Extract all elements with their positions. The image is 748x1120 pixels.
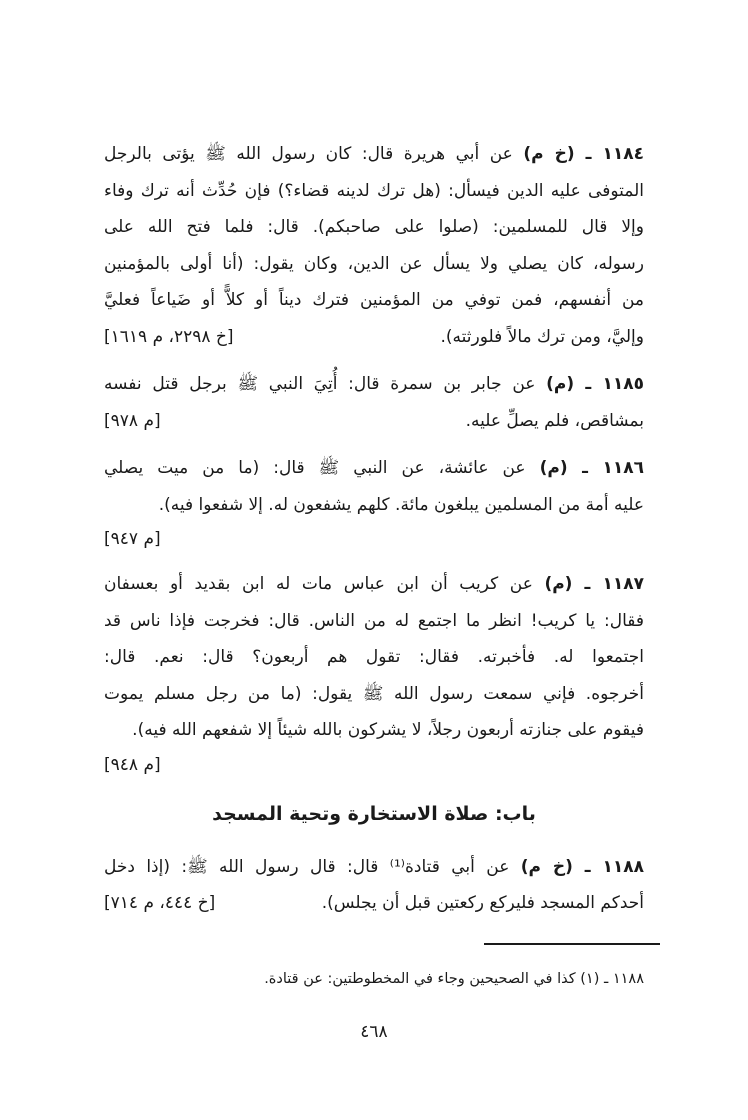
hadith-1185 — [104, 366, 644, 439]
hadith-line: عليه أمة من المسلمين يبلغون مائة. كلهم يشفعون له. إلا شفعوا فيه). — [158, 494, 644, 515]
hadith-line: أخرجوه. فإني سمعت رسول الله ﷺ يقول: (ما من رجل مسلم يموت — [104, 683, 644, 704]
hadith-line: اجتمعوا له. فأخبرته. فقال: تقول هم أربعون؟ قال: نعم. قال: — [104, 647, 644, 667]
hadith-number: ١١٨٨ ـ (خ م) — [520, 856, 644, 877]
hadith-line: المتوفى عليه الدين فيسأل: (هل ترك لدينه قضاء؟) فإن حُدِّث أنه ترك وفاء — [104, 180, 644, 201]
hadith-1186 — [104, 450, 644, 555]
hadith-number: ١١٨٤ ـ (خ م) — [523, 144, 644, 164]
source-reference: [خ ٢٢٩٨، م ١٦١٩] — [104, 326, 234, 347]
hadith-number: ١١٨٦ ـ (م) — [539, 458, 644, 478]
page-body — [104, 136, 644, 933]
hadith-line: ١١٨٦ ـ (م) عن عائشة، عن النبي ﷺ قال: (ما من ميت يصلي — [104, 458, 644, 478]
chapter-title: باب: صلاة الاستخارة وتحية المسجد — [212, 802, 536, 825]
footnote-divider — [484, 943, 660, 945]
hadith-1184 — [104, 136, 644, 355]
hadith-line: فيقوم على جنازته أربعون رجلاً، لا يشركون بالله شيئاً إلا شفعهم الله فيه). — [132, 720, 644, 740]
hadith-1188 — [104, 849, 644, 922]
hadith-line: وإليَّ، ومن ترك مالاً فلورثته). [خ ٢٢٩٨، م ١٦١٩] — [104, 319, 644, 356]
source-reference: [م ٩٤٨] — [104, 754, 161, 775]
hadith-line: وإلا قال للمسلمين: (صلوا على صاحبكم). قال: فلما فتح الله على — [104, 217, 644, 237]
hadith-number: ١١٨٥ ـ (م) — [546, 374, 644, 394]
hadith-line: ١١٨٧ ـ (م) عن كريب أن ابن عباس مات له ابن بقديد أو بعسفان — [104, 574, 644, 594]
hadith-line: من أنفسهم، فمن توفي من المؤمنين فترك ديناً أو كلاًّ أو ضَياعاً فعليَّ — [104, 290, 644, 310]
source-reference: [خ ٤٤٤، م ٧١٤] — [104, 893, 216, 913]
hadith-line: ١١٨٨ ـ (خ م) عن أبي قتادة⁽¹⁾ قال: قال رسول الله ﷺ: (إذا دخل — [104, 856, 644, 877]
hadith-line: ١١٨٤ ـ (خ م) عن أبي هريرة قال: كان رسول الله ﷺ يؤتى بالرجل — [104, 144, 644, 164]
hadith-line: بمشاقص، فلم يصلِّ عليه. [م ٩٧٨] — [104, 403, 644, 440]
hadith-line: رسوله، كان يصلي ولا يسأل عن الدين، وكان يقول: (أنا أولى بالمؤمنين — [104, 253, 644, 274]
page-number: ٤٦٨ — [360, 1022, 388, 1042]
hadith-line: فقال: يا كريب! انظر ما اجتمع له من الناس. قال: فخرجت فإذا ناس قد — [104, 610, 644, 631]
hadith-line: ١١٨٥ ـ (م) عن جابر بن سمرة قال: أُتِيَ النبي ﷺ برجل قتل نفسه — [104, 374, 644, 394]
footnote: ١١٨٨ ـ (١) كذا في الصحيحين وجاء في المخطوطتين: عن قتادة. — [264, 971, 644, 987]
source-reference: [م ٩٧٨] — [104, 410, 161, 431]
source-reference: [م ٩٤٧] — [104, 529, 161, 549]
hadith-number: ١١٨٧ ـ (م) — [544, 574, 644, 594]
hadith-1187 — [104, 566, 644, 781]
hadith-line: أحدكم المسجد فليركع ركعتين قبل أن يجلس). [خ ٤٤٤، م ٧١٤] — [104, 885, 644, 922]
